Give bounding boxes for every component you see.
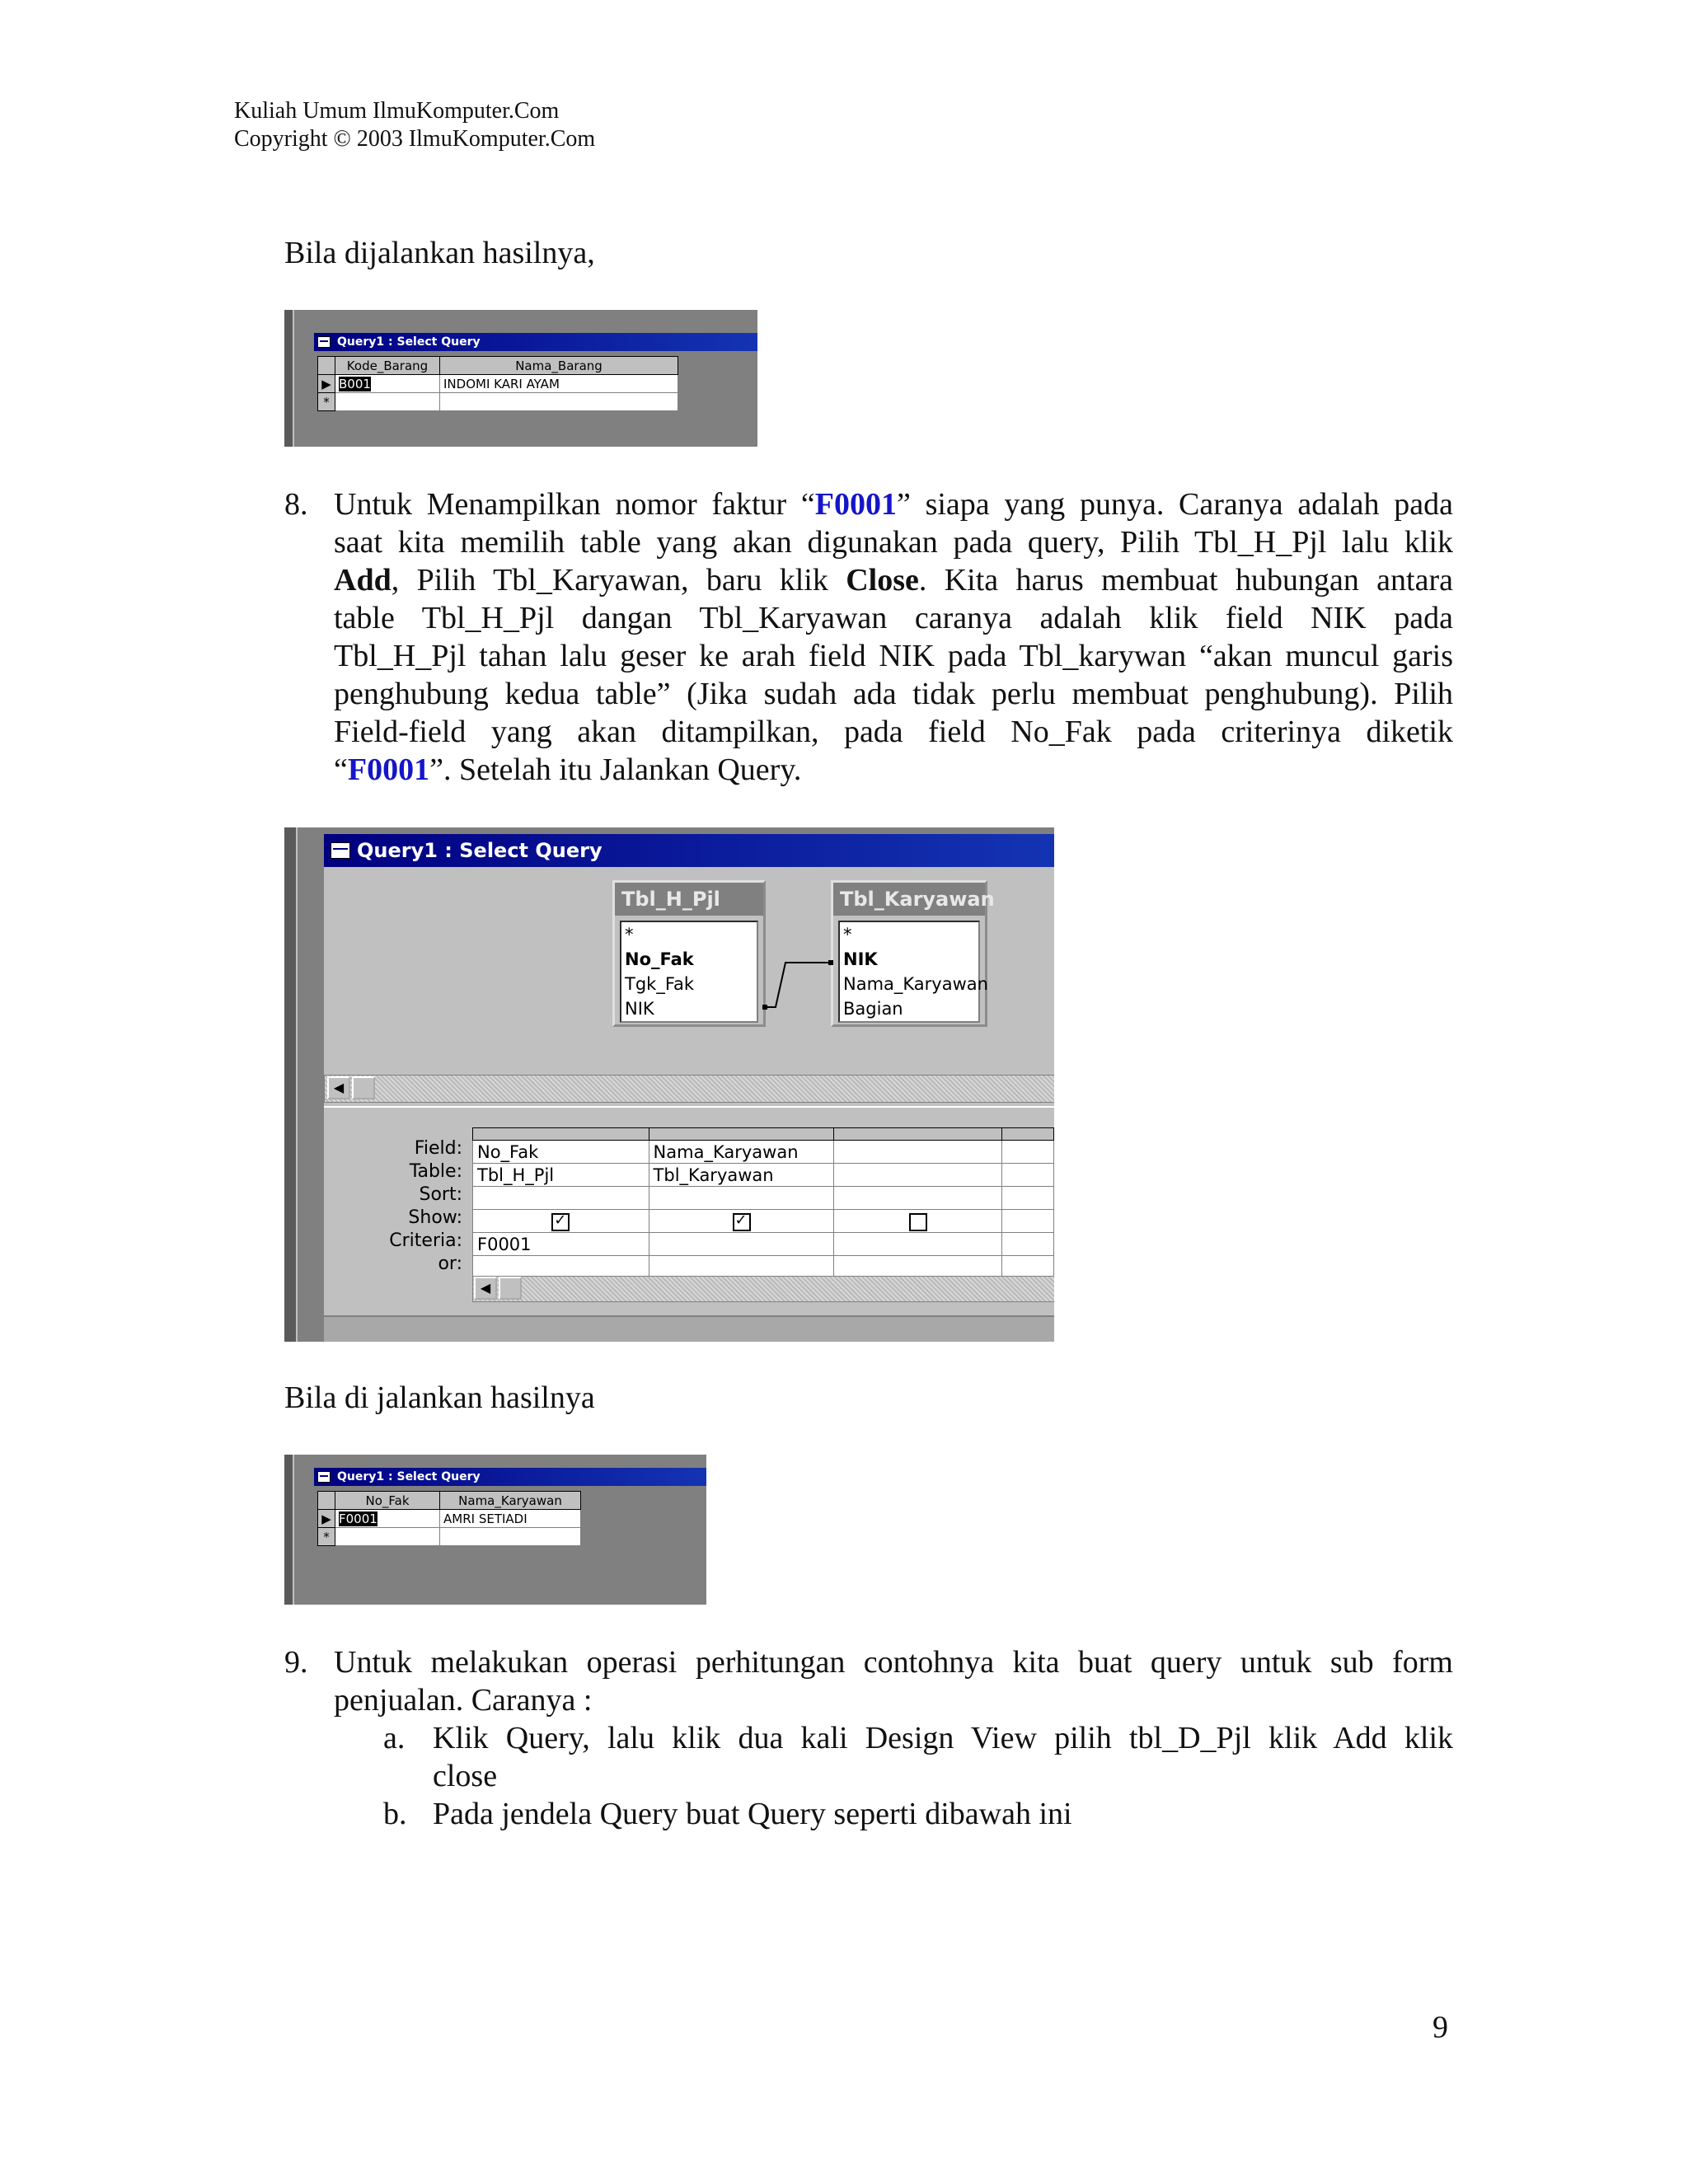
field-item[interactable]: NIK [625, 999, 654, 1019]
current-row-marker[interactable]: ▶ [318, 1510, 335, 1528]
item-8-line-8: “F0001”. Setelah itu Jalankan Query. [334, 752, 802, 787]
item-9-line-1: Untuk melakukan operasi perhitungan contohnya kita buat query untuk sub form [334, 1645, 1453, 1680]
criteria-cell-3[interactable] [834, 1233, 1002, 1256]
item-8-line-5: Tbl_H_Pjl tahan lalu geser ke arah field NIK pada Tbl_karywan “akan muncul garis [334, 639, 1453, 673]
result-2-title: Query1 : Select Query [337, 1470, 481, 1483]
column-header-no-fak[interactable]: No_Fak [335, 1492, 440, 1510]
cell-kode-barang[interactable]: B001 [335, 375, 440, 393]
field-item[interactable]: No_Fak [625, 949, 694, 969]
window-bottom-border [324, 1315, 1054, 1342]
field-item[interactable]: NIK [843, 949, 878, 969]
cell-nama-barang[interactable]: INDOMI KARI AYAM [440, 375, 678, 393]
intro-text-1: Bila dijalankan hasilnya, [284, 236, 595, 270]
header-line-2: Copyright © 2003 IlmuKomputer.Com [234, 126, 596, 152]
table-caption[interactable]: Tbl_H_Pjl [615, 883, 763, 916]
table-cell-1[interactable]: Tbl_H_Pjl [473, 1164, 649, 1187]
result-1-titlebar[interactable] [314, 333, 757, 351]
item-8-text [334, 485, 1453, 789]
item-8-line-6: penghubung kedua table” (Jika sudah ada tidak perlu membuat penghubung). Pilih [334, 677, 1453, 711]
field-cell-2[interactable]: Nama_Karyawan [649, 1141, 834, 1164]
show-checkbox-3[interactable] [909, 1213, 927, 1231]
sort-row [473, 1187, 1054, 1210]
sub-b-text: Pada jendela Query buat Query seperti dibawah ini [433, 1797, 1072, 1831]
page-header [234, 97, 595, 153]
criteria-row [473, 1233, 1054, 1256]
column-header-nama-karyawan[interactable]: Nama_Karyawan [440, 1492, 581, 1510]
table-caption[interactable]: Tbl_Karyawan [833, 883, 985, 916]
table-row[interactable] [318, 1510, 581, 1528]
label-sort: Sort: [419, 1184, 462, 1205]
field-cell-3[interactable] [834, 1141, 1002, 1164]
sub-b-marker: b. [383, 1797, 407, 1831]
criteria-cell-2[interactable] [649, 1233, 834, 1256]
show-checkbox-2[interactable] [733, 1213, 751, 1231]
window-left-border [284, 310, 294, 447]
query-window-icon [331, 842, 350, 859]
show-checkbox-1[interactable] [551, 1213, 570, 1231]
scroll-thumb[interactable] [499, 1277, 522, 1300]
item-8-line-3: Add, Pilih Tbl_Karyawan, baru klik Close. Kita harus membuat hubungan antara [334, 563, 1453, 598]
label-table: Table: [409, 1161, 462, 1182]
qbe-pane [324, 1118, 1054, 1315]
header-line-1: Kuliah Umum IlmuKomputer.Com [234, 98, 560, 124]
design-view-window [284, 827, 1054, 1342]
field-item[interactable]: Nama_Karyawan [843, 974, 988, 994]
qbe-scrollbar[interactable] [472, 1276, 1054, 1302]
result-2-datasheet [317, 1491, 581, 1546]
field-item[interactable]: * [843, 925, 852, 944]
item-8-line-2: saat kita memilih table yang akan digunakan pada query, Pilih Tbl_H_Pjl lalu klik [334, 525, 1453, 560]
faktur-code: F0001 [347, 752, 430, 787]
intro-text-2: Bila di jalankan hasilnya [284, 1380, 595, 1415]
current-row-marker[interactable]: ▶ [318, 375, 335, 393]
faktur-code: F0001 [814, 487, 897, 522]
scroll-left-icon[interactable]: ◀ [474, 1277, 497, 1300]
scroll-left-icon[interactable]: ◀ [327, 1076, 350, 1099]
scroll-thumb[interactable] [352, 1076, 375, 1099]
field-item[interactable]: * [625, 925, 634, 944]
new-row[interactable] [318, 393, 678, 411]
qbe-row-labels [324, 1137, 462, 1276]
item-9-number: 9. [284, 1645, 308, 1680]
column-header-kode-barang[interactable]: Kode_Barang [335, 357, 440, 375]
result-window-1 [284, 310, 757, 447]
table-pane-scrollbar[interactable] [324, 1075, 1054, 1103]
label-or: or: [438, 1254, 462, 1274]
query-window-icon [317, 1471, 331, 1483]
criteria-cell-1[interactable]: F0001 [473, 1233, 649, 1256]
item-9-text [334, 1643, 1453, 1719]
item-9-line-2: penjualan. Caranya : [334, 1683, 593, 1718]
result-1-title: Query1 : Select Query [337, 335, 481, 349]
cell-no-fak[interactable]: F0001 [335, 1510, 440, 1528]
sub-a-line-2: close [433, 1759, 498, 1793]
design-view-title: Query1 : Select Query [357, 839, 603, 862]
new-row[interactable] [318, 1528, 581, 1546]
field-row [473, 1141, 1054, 1164]
item-8-number: 8. [284, 487, 308, 522]
sub-a-line-1: Klik Query, lalu klik dua kali Design View pilih tbl_D_Pjl klik Add klik [433, 1721, 1453, 1755]
label-criteria: Criteria: [389, 1230, 462, 1251]
row-selector-header [318, 357, 335, 375]
item-8-line-4: table Tbl_H_Pjl dangan Tbl_Karyawan caranya adalah klik field NIK pada [334, 601, 1453, 635]
row-selector-header [318, 1492, 335, 1510]
relationship-line [324, 867, 1054, 1106]
item-8-line-1: Untuk Menampilkan nomor faktur “F0001” siapa yang punya. Caranya adalah pada [334, 487, 1453, 522]
sub-a-text [433, 1719, 1453, 1795]
cell-nama-karyawan[interactable]: AMRI SETIADI [440, 1510, 581, 1528]
label-field: Field: [414, 1138, 462, 1159]
window-left-border [284, 827, 298, 1342]
table-pane [324, 867, 1054, 1106]
field-item[interactable]: Bagian [843, 999, 903, 1019]
label-show: Show: [408, 1207, 462, 1228]
table-cell-2[interactable]: Tbl_Karyawan [649, 1164, 834, 1187]
window-left-border [284, 1455, 294, 1605]
page-number: 9 [1432, 2010, 1448, 2045]
column-selector-row [473, 1128, 1054, 1141]
qbe-grid [472, 1127, 1054, 1279]
column-header-nama-barang[interactable]: Nama_Barang [440, 357, 678, 375]
new-row-marker[interactable]: * [318, 393, 335, 411]
new-row-marker[interactable]: * [318, 1528, 335, 1546]
table-row [473, 1164, 1054, 1187]
item-8-line-7: Field-field yang akan ditampilkan, pada field No_Fak pada criterinya diketik [334, 715, 1453, 749]
table-row[interactable] [318, 375, 678, 393]
field-cell-1[interactable]: No_Fak [473, 1141, 649, 1164]
design-view-titlebar[interactable] [324, 834, 1054, 867]
table-cell-3[interactable] [834, 1164, 1002, 1187]
field-item[interactable]: Tgk_Fak [625, 974, 694, 994]
query-window-icon [317, 336, 331, 348]
sub-a-marker: a. [383, 1721, 406, 1755]
show-row [473, 1210, 1054, 1233]
result-1-datasheet [317, 356, 678, 411]
result-2-titlebar[interactable] [314, 1468, 706, 1486]
result-window-2 [284, 1455, 706, 1605]
